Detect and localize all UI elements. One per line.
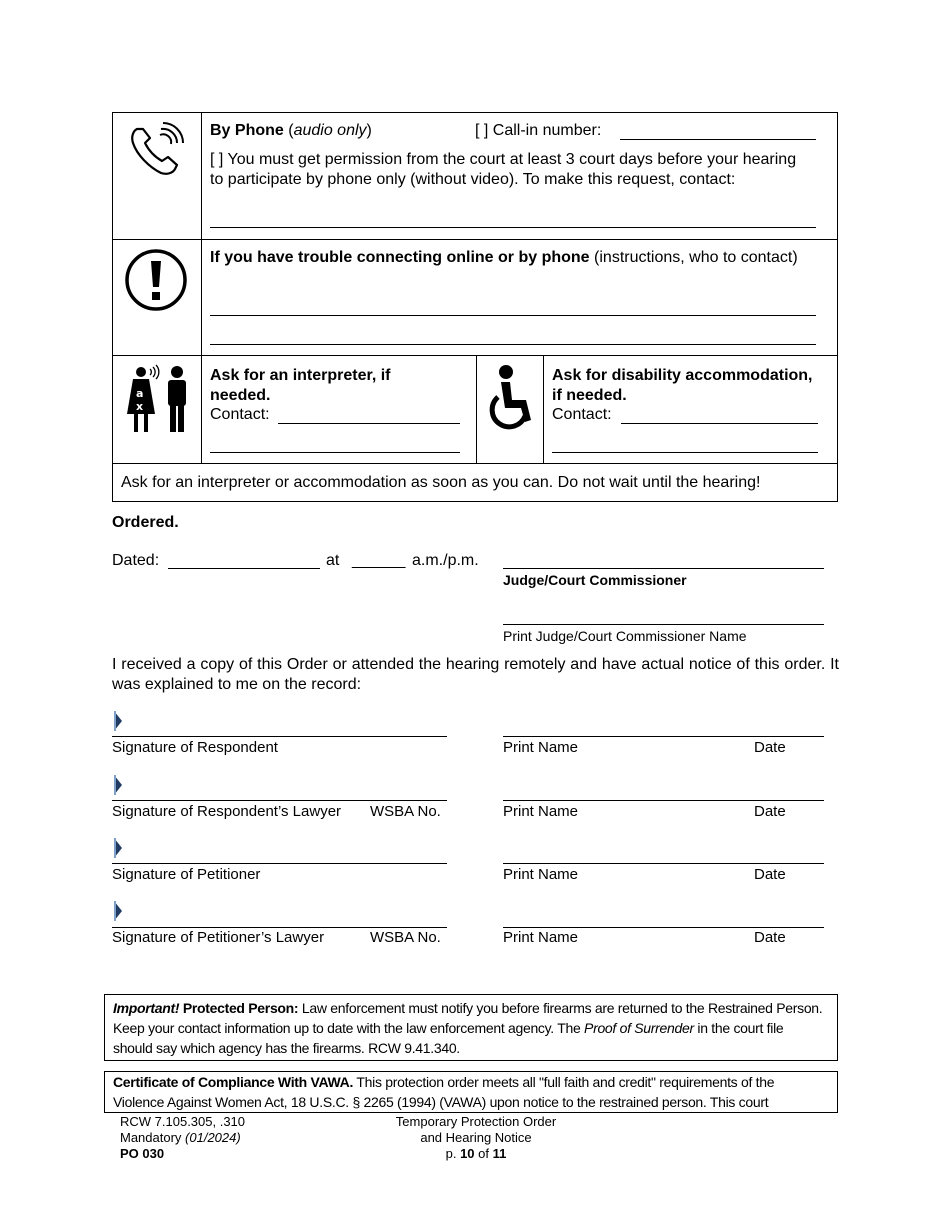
dated-label: Dated: [112,552,160,569]
phone-contact-field[interactable] [210,227,816,228]
trouble-cell [202,240,838,356]
print-name-label: Print Name [503,929,579,946]
footer-title-2: and Hearing Notice [420,1130,532,1145]
footer-mandatory: Mandatory (01/2024) [120,1130,241,1145]
judge-name-line[interactable] [503,624,824,625]
wheelchair-icon [484,364,538,434]
judge-signature-label: Judge/Court Commissioner [503,572,687,588]
respondent-lawyer-print-field[interactable] [503,800,824,801]
signature-label: Signature of Respondent [112,739,278,756]
interpreter-contact-label: Contact: [210,406,270,423]
disability-cell [544,356,838,464]
footer-title-1: Temporary Protection Order [395,1114,557,1129]
phone-icon-cell [113,113,202,240]
print-name-label: Print Name [503,739,579,756]
print-name-label: Print Name [503,866,579,883]
footer-form-number: PO 030 [120,1146,165,1161]
callin-number-field[interactable] [620,139,816,140]
wsba-label: WSBA No. [370,929,441,946]
hearing-options-table [112,112,838,502]
signature-label: Signature of Petitioner [112,866,261,883]
sign-here-flag-icon [114,901,122,921]
date-label: Date [754,866,786,883]
alert-icon-cell [113,240,202,356]
vawa-certificate-text: Certificate of Compliance With VAWA. This protection order meets all "full faith and credit" requirements of the Violence Against Women Act, 18 U.S.C. § 2265 (1994) (VAWA) upon notice to the restrained person. This court [113,1074,775,1110]
respondent-signature-field[interactable] [112,736,447,737]
important-notice-box [104,994,838,1061]
trouble-line-1[interactable] [210,315,816,316]
date-label: Date [754,739,786,756]
disability-contact-label: Contact: [552,406,612,423]
time-blank[interactable]: ______ [352,552,406,569]
trouble-text: If you have trouble connecting online or by phone (instructions, who to contact) [210,249,798,266]
interpreter-contact-field[interactable] [278,423,460,424]
interpreter-icon-cell [113,356,202,464]
sign-here-flag-icon [114,775,122,795]
interpreter-cell [202,356,477,464]
petitioner-signature-field[interactable] [112,863,447,864]
ampm-label: a.m./p.m. [412,552,479,569]
sign-here-flag-icon [114,838,122,858]
interpreter-title: Ask for an interpreter, if needed. [210,367,391,404]
respondent-print-field[interactable] [503,736,824,737]
vawa-certificate-box [104,1071,838,1113]
date-label: Date [754,929,786,946]
respondent-lawyer-signature-field[interactable] [112,800,447,801]
signature-label: Signature of Petitioner’s Lawyer [112,929,325,946]
phone-icon [127,121,187,181]
callin-label: [ ] Call-in number: [475,122,602,139]
signature-label: Signature of Respondent’s Lawyer [112,803,342,820]
footer-rcw: RCW 7.105.305, .310 [120,1114,246,1129]
trouble-line-2[interactable] [210,344,816,345]
dated-field[interactable] [168,568,320,569]
footer-page-number: p. 10 of 11 [445,1146,507,1161]
interpreter-contact-field-2[interactable] [210,452,460,453]
phone-permission-text: [ ] You must get permission from the court at least 3 court days before your hearing to participate by phone only (without video). To make this request, contact: [210,151,797,188]
wheelchair-icon-cell [477,356,544,464]
judge-signature-line[interactable] [503,568,824,569]
petitioner-print-field[interactable] [503,863,824,864]
disability-title: Ask for disability accommodation, if needed. [552,367,813,404]
wsba-label: WSBA No. [370,803,441,820]
receipt-text: I received a copy of this Order or attended the hearing remotely and have actual notice of this order. It was explained to me on the record: [112,656,839,693]
ordered-heading: Ordered. [112,514,179,531]
disability-contact-field[interactable] [621,423,818,424]
date-label: Date [754,803,786,820]
svg-text:a: a [136,387,144,400]
phone-title: By Phone (audio only) [210,122,372,139]
judge-name-label: Print Judge/Court Commissioner Name [503,628,747,644]
interpreter-icon [118,364,198,434]
at-label: at [326,552,340,569]
asap-notice-cell [113,464,838,502]
important-notice-text: Important! Protected Person: Law enforcement must notify you before firearms are returned to the Restrained Person. Keep your contact information up to date with the law enforcement agency. The Proof of Surrender in the court file should say which agency has the firearms. RCW 9.41.340. [113,1000,823,1056]
exclamation-icon [124,248,188,312]
svg-text:x: x [136,400,144,413]
sign-here-flag-icon [114,711,122,731]
disability-contact-field-2[interactable] [552,452,818,453]
phone-cell [202,113,838,240]
asap-notice: Ask for an interpreter or accommodation as soon as you can. Do not wait until the hearing! [121,474,761,491]
print-name-label: Print Name [503,803,579,820]
